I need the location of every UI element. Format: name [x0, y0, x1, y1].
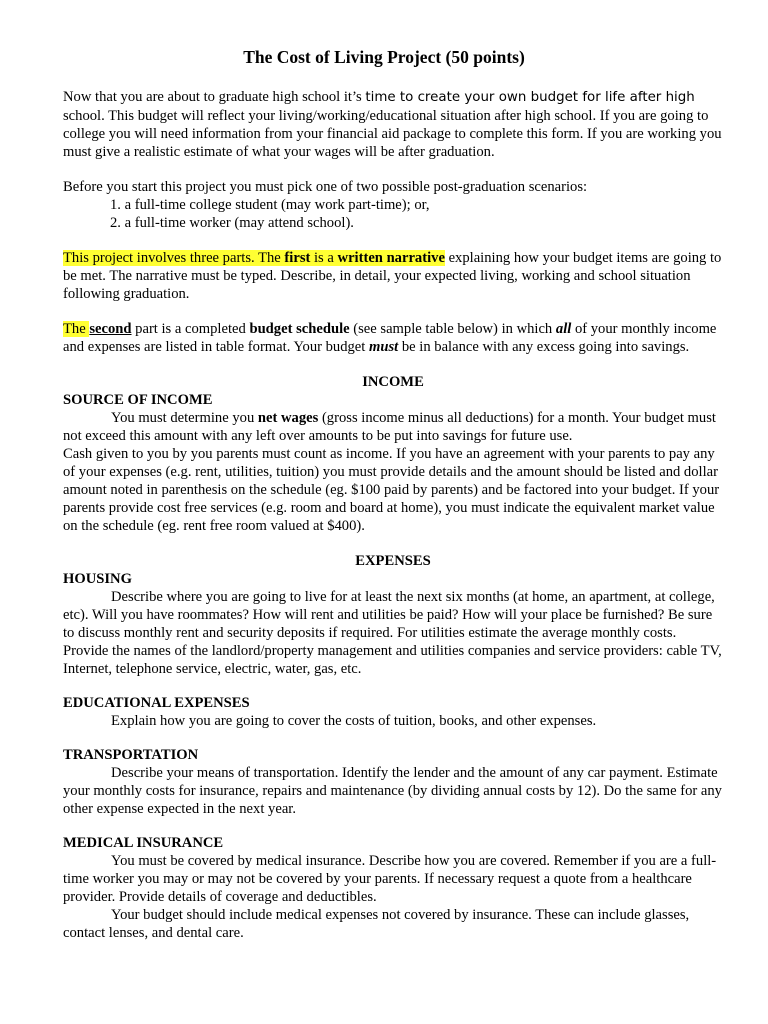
- medical-insurance-paragraph-2: Your budget should include medical expenses not covered by insurance. These can include glasses, contact lenses, and dental care.: [63, 907, 690, 941]
- educational-expenses-paragraph: Explain how you are going to cover the costs of tuition, books, and other expenses.: [111, 713, 597, 729]
- intro-sans-text: time to create your own budget for life after high: [365, 90, 695, 105]
- income-heading: INCOME: [362, 374, 424, 390]
- highlight-part-one: This project involves three parts. The first is a written narrative: [63, 250, 445, 266]
- housing-paragraph: Describe where you are going to live for at least the next six months (at home, an apartment, at college, etc). Will you have roommates? How will rent and utilities be paid? How will your place be furnished? Be sure to discuss monthly rent and security deposits if required. For utilities estimate the average monthly costs. Provide the names of the landlord/property management and utilities companies and service providers: cable TV, Internet, telephone service, electric, water, gas, etc.: [63, 589, 722, 677]
- educational-expenses-heading: EDUCATIONAL EXPENSES: [63, 695, 250, 711]
- document-title: The Cost of Living Project (50 points): [243, 47, 525, 67]
- part-one-paragraph: This project involves three parts. The first is a written narrative explaining how your budget items are going to be met. The narrative must be typed. Describe, in detail, your expected living, working and school situation following graduation.: [63, 250, 722, 302]
- intro-lead: Now that you are about to graduate high school it’s: [63, 89, 366, 105]
- source-of-income-paragraph-2: Cash given to you by you parents must count as income. If you have an agreement with your parents to pay any of your expenses (e.g. rent, utilities, tuition) you must provide details and the amount should be listed and dollar amount noted in parenthesis on the schedule (eg. $100 paid by parents) and be factored into your budget. If your parents provide cost free services (e.g. room and board at home), you must indicate the equivalent market value on the schedule (eg. rent free room valued at $400).: [63, 446, 720, 534]
- scenario-item-1: 1. a full-time college student (may work part-time); or,: [110, 197, 430, 213]
- medical-insurance-heading: MEDICAL INSURANCE: [63, 835, 224, 851]
- part-two-paragraph: The second part is a completed budget schedule (see sample table below) in which all of your monthly income and expenses are listed in table format. Your budget must be in balance with any excess going into savings.: [63, 321, 717, 355]
- highlight-part-two: The: [63, 321, 90, 337]
- document-body: [63, 88, 723, 942]
- housing-heading: HOUSING: [63, 571, 132, 587]
- expenses-heading: EXPENSES: [355, 553, 431, 569]
- intro-rest: school. This budget will reflect your living/working/educational situation after high school. If you are going to college you will need information from your financial aid package to complete this form. If you are working you must give a realistic estimate of what your wages will be after graduation.: [63, 108, 722, 160]
- source-of-income-heading: SOURCE OF INCOME: [63, 392, 213, 408]
- source-of-income-paragraph-1: You must determine you net wages (gross income minus all deductions) for a month. Your budget must not exceed this amount with any left over amounts to be put into savings for future use.: [63, 410, 716, 444]
- transportation-heading: TRANSPORTATION: [63, 747, 199, 763]
- scenario-item-2: 2. a full-time worker (may attend school).: [110, 215, 354, 231]
- medical-insurance-paragraph-1: You must be covered by medical insurance. Describe how you are covered. Remember if you are a full-time worker you may or may not be covered by your parents. If necessary request a quote from a healthcare provider. Provide details of coverage and deductibles.: [63, 853, 717, 905]
- scenarios-lead: Before you start this project you must pick one of two possible post-graduation scenarios:: [63, 179, 588, 195]
- transportation-paragraph: Describe your means of transportation. Identify the lender and the amount of any car payment. Estimate your monthly costs for insurance, repairs and maintenance (by dividing annual costs by 12). Do the same for any other expense expected in the next year.: [63, 765, 722, 817]
- intro-paragraph: [63, 88, 723, 161]
